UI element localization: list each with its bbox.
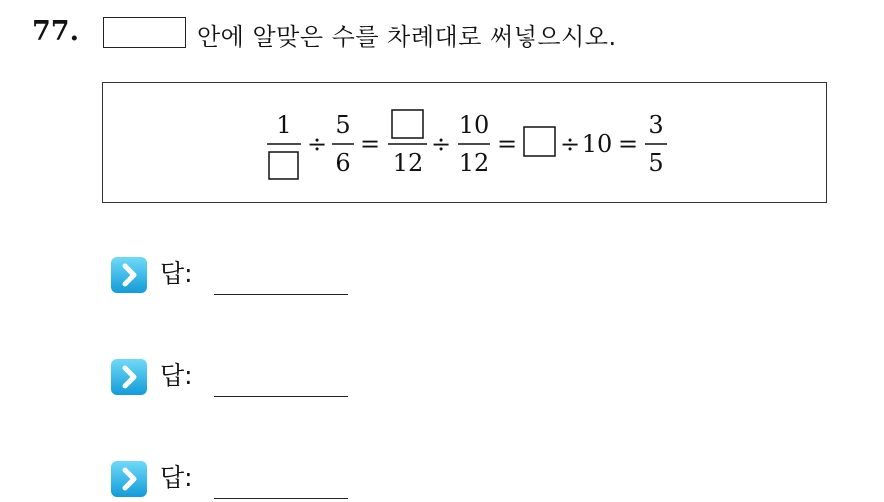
frac2-numerator: 5 [335, 111, 351, 139]
answer-label: 답: [160, 361, 193, 390]
whole-number: 10 [581, 130, 613, 158]
frac4-numerator: 10 [458, 111, 490, 139]
equation [103, 83, 828, 204]
frac5-numerator: 3 [648, 111, 664, 139]
divide-sign-3: ÷ [559, 130, 581, 158]
divide-sign-2: ÷ [430, 130, 452, 158]
answer-row [110, 358, 370, 398]
answer-label: 답: [160, 259, 193, 288]
equals-sign-2: = [496, 130, 518, 158]
answer-label: 답: [160, 463, 193, 492]
frac2-denominator: 6 [335, 149, 351, 177]
frac1-denominator-box[interactable] [269, 152, 298, 179]
answer-blank-line[interactable] [214, 498, 348, 499]
chevron-right-icon [110, 256, 148, 294]
question-number: 77. [32, 16, 79, 47]
equals-sign-1: = [359, 130, 381, 158]
frac3-denominator: 12 [392, 149, 424, 177]
frac4-denominator: 12 [458, 149, 490, 177]
equals-sign-3: = [617, 130, 639, 158]
answer-row [110, 256, 370, 296]
frac1-numerator: 1 [276, 111, 292, 139]
blank-box [103, 17, 186, 48]
equation-box [102, 82, 827, 203]
answer-blank-line[interactable] [214, 396, 348, 397]
frac3-numerator-box[interactable] [392, 110, 423, 138]
chevron-right-icon [110, 460, 148, 498]
question-instruction: 안에 알맞은 수를 차례대로 써넣으시오. [197, 23, 617, 51]
answer-row [110, 460, 370, 500]
answer-blank-line[interactable] [214, 294, 348, 295]
chevron-right-icon [110, 358, 148, 396]
whole-box[interactable] [524, 127, 555, 156]
divide-sign-1: ÷ [306, 130, 328, 158]
frac5-denominator: 5 [648, 149, 664, 177]
